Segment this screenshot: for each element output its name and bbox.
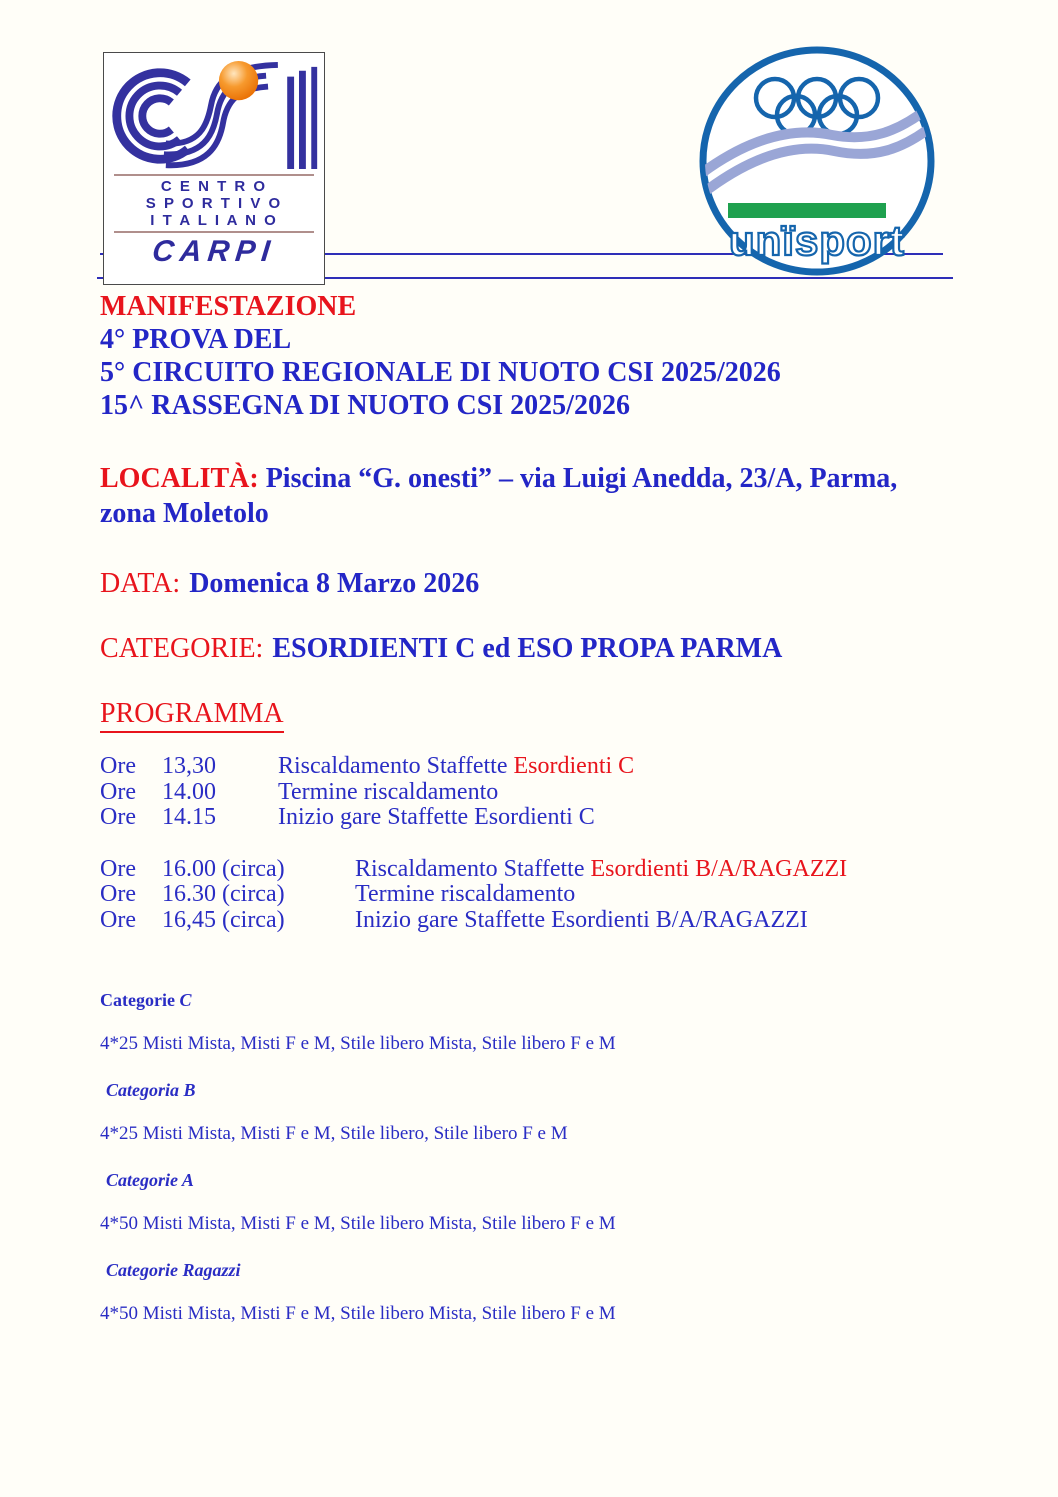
category-events-b: 4*25 Misti Mista, Misti F e M, Stile libero, Stile libero F e M: [100, 1123, 568, 1144]
ore-time: 13,30: [162, 753, 216, 779]
schedule-row: [100, 908, 968, 934]
ore-label: Ore: [100, 778, 136, 805]
ore-desc: Riscaldamento Staffette Esordienti C: [278, 753, 635, 779]
ore-desc-highlight: Esordienti C: [513, 753, 635, 779]
csi-ball-icon: [219, 61, 258, 100]
csi-logo: [103, 52, 325, 285]
category-title-a: Categorie A: [106, 1170, 194, 1190]
ore-time: 14.00: [162, 778, 216, 805]
schedule-row: [100, 805, 968, 831]
green-bar-icon: [728, 203, 886, 218]
category-events-ragazzi: 4*50 Misti Mista, Misti F e M, Stile libero Mista, Stile libero F e M: [100, 1303, 616, 1324]
csi-word-sportivo: S P O R T I V O: [145, 195, 283, 212]
csi-emblem-icon: [110, 59, 318, 172]
title-line-3: 15^ RASSEGNA DI NUOTO CSI 2025/2026: [100, 390, 630, 421]
manifestazione-heading: MANIFESTAZIONE: [100, 291, 357, 322]
ore-time: 16.30 (circa): [162, 881, 285, 907]
title-line-2: 5° CIRCUITO REGIONALE DI NUOTO CSI 2025/2026: [100, 357, 781, 388]
schedule-row: [100, 882, 968, 908]
csi-word-italiano: I T A L I A N O: [150, 212, 278, 229]
document-body: [100, 290, 968, 1325]
ore-desc: Inizio gare Staffette Esordienti C: [278, 804, 595, 830]
programma-heading: [100, 697, 968, 733]
schedule-row: [100, 754, 968, 780]
ore-desc: Termine riscaldamento: [355, 881, 576, 907]
ore-label: Ore: [100, 906, 136, 933]
data-value: Domenica 8 Marzo 2026: [189, 568, 480, 599]
header-logos: [0, 0, 1058, 268]
ore-desc: Riscaldamento Staffette Esordienti B/A/RAGAZZI: [355, 855, 848, 882]
ore-desc-highlight: Esordienti B/A/RAGAZZI: [590, 855, 848, 882]
data-paragraph: [100, 567, 968, 600]
schedule-row: [100, 780, 968, 806]
ore-label: Ore: [100, 804, 136, 830]
unisport-wordmark: unïsport: [729, 217, 905, 264]
category-events-c: 4*25 Misti Mista, Misti F e M, Stile libero Mista, Stile libero F e M: [100, 1033, 616, 1054]
schedule-block-1: [100, 754, 968, 831]
categorie-paragraph: [100, 632, 968, 665]
ore-time: 16,45 (circa): [162, 906, 285, 933]
ore-desc: Inizio gare Staffette Esordienti B/A/RAGAZZI: [355, 906, 808, 933]
categorie-label: CATEGORIE:: [100, 633, 264, 664]
category-title-b: Categoria B: [106, 1080, 196, 1100]
category-events-a: 4*50 Misti Mista, Misti F e M, Stile libero Mista, Stile libero F e M: [100, 1213, 616, 1234]
ore-desc: Termine riscaldamento: [278, 778, 499, 805]
programma-label: PROGRAMMA: [100, 697, 284, 733]
csi-divider: [114, 231, 314, 233]
csi-divider: [114, 174, 314, 176]
localita-value: Piscina “G. onesti” – via Luigi Anedda, 23/A, Parma, zona Moletolo: [100, 463, 898, 529]
csi-word-centro: C E N T R O: [160, 178, 268, 195]
localita-paragraph: [100, 461, 960, 531]
ore-time: 14.15: [162, 804, 216, 830]
unisport-logo: [696, 45, 938, 277]
csi-city-label: CARPI: [150, 235, 278, 268]
title-line-1: 4° PROVA DEL: [100, 324, 292, 355]
ore-label: Ore: [100, 881, 136, 907]
category-title-ragazzi: Categorie Ragazzi: [106, 1260, 241, 1280]
ore-time: 16.00 (circa): [162, 855, 285, 882]
schedule-row: [100, 857, 968, 883]
localita-label: LOCALITÀ:: [100, 463, 259, 494]
ore-label: Ore: [100, 855, 136, 882]
category-title-c: Categorie C: [100, 990, 192, 1010]
data-label: DATA:: [100, 568, 181, 599]
schedule-block-2: [100, 857, 968, 934]
categorie-value: ESORDIENTI C ed ESO PROPA PARMA: [272, 633, 783, 664]
categories-section: [100, 990, 968, 1325]
ore-label: Ore: [100, 753, 136, 779]
